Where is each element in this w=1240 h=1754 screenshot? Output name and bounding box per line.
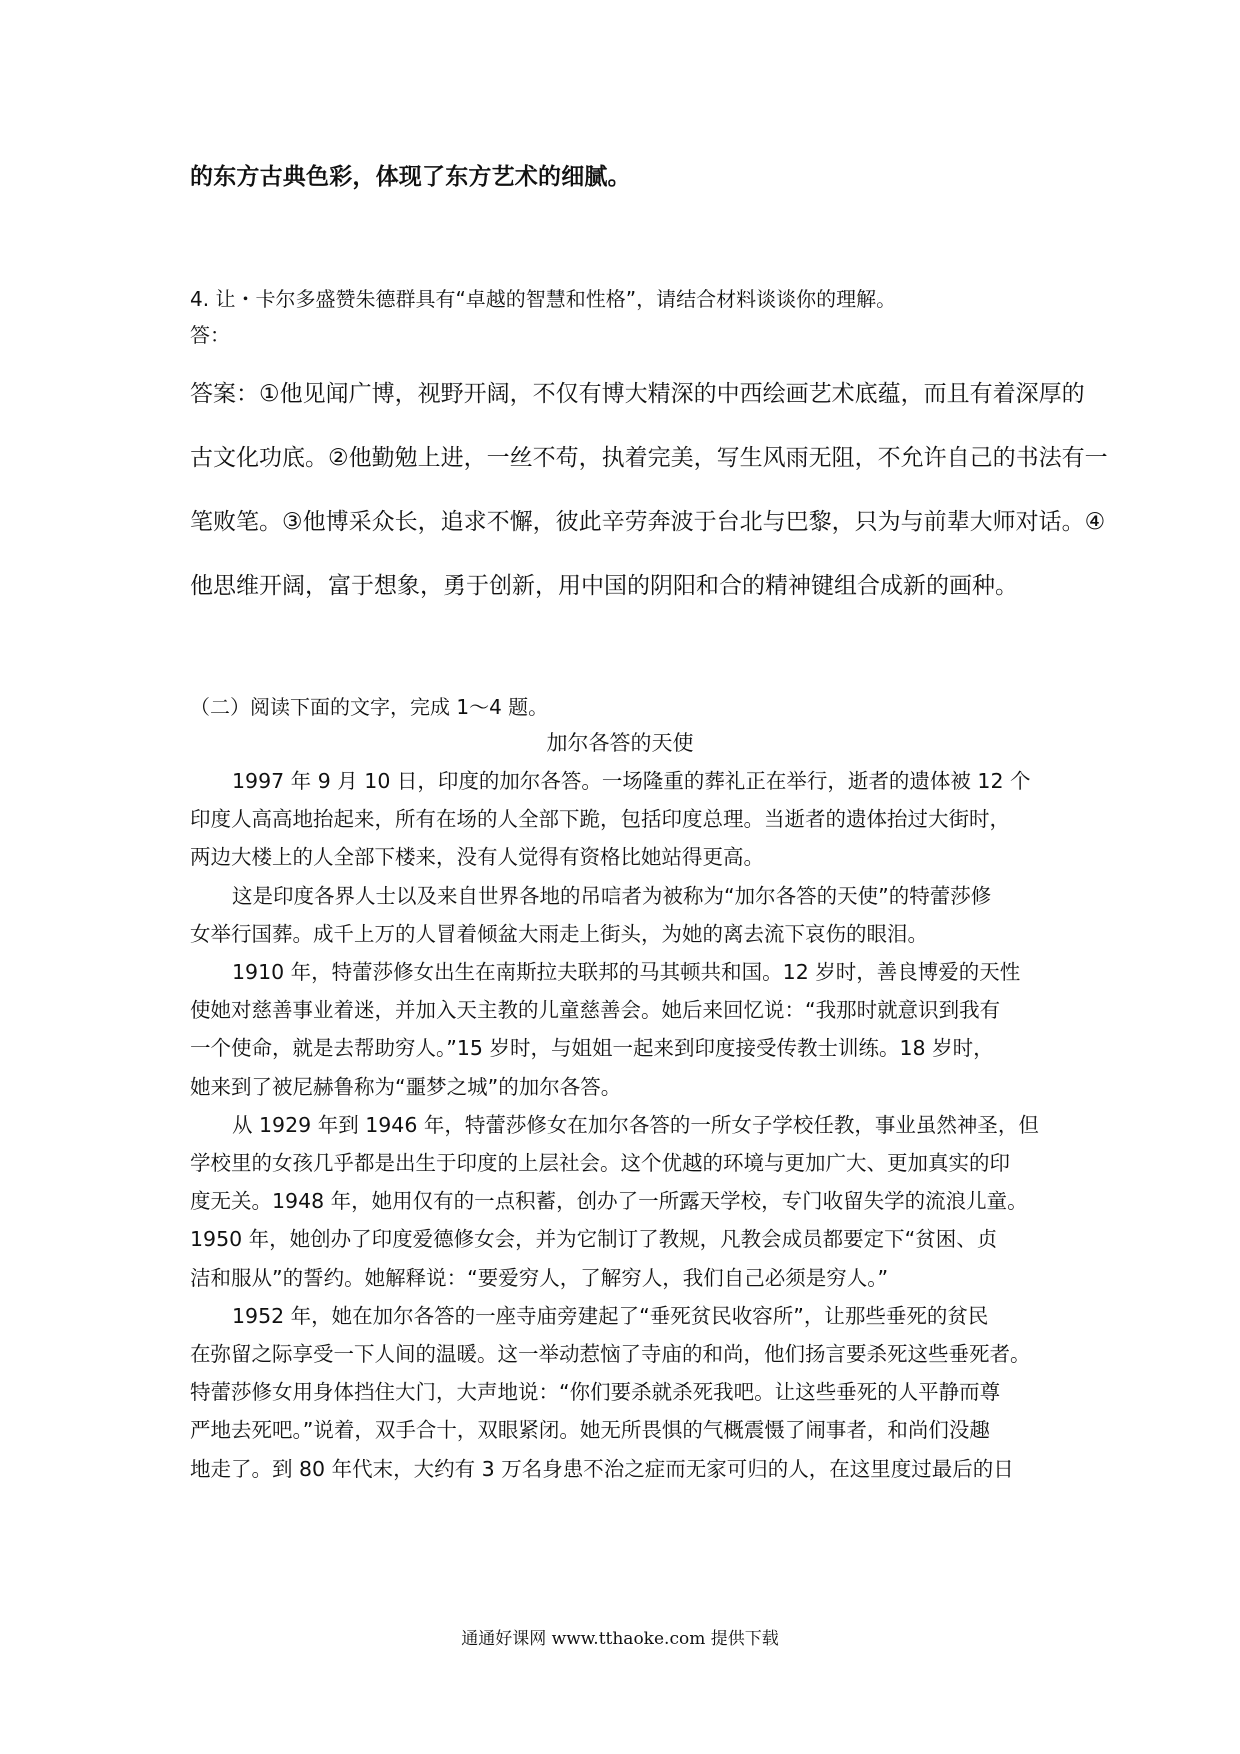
passage-line: 地走了。到 80 年代末，大约有 3 万名身患不治之症而无家可归的人，在这里度过最后的日 xyxy=(190,1456,1014,1481)
passage-line: 学校里的女孩几乎都是出生于印度的上层社会。这个优越的环境与更加广大、更加真实的印 xyxy=(190,1151,1010,1176)
passage-line: 一个使命，就是去帮助穷人。”15 岁时，与姐姐一起来到印度接受传教士训练。18 岁时， xyxy=(190,1036,994,1061)
passage-line: 使她对慈善事业着迷，并加入天主教的儿童慈善会。她后来回忆说：“我那时就意识到我有 xyxy=(190,998,1001,1023)
passage-line: 在弥留之际享受一下人间的温暖。这一举动惹恼了寺庙的和尚，他们扬言要杀死这些垂死者。 xyxy=(190,1342,1031,1367)
passage-line: 她来到了被尼赫鲁称为“噩梦之城”的加尔各答。 xyxy=(190,1074,622,1099)
passage-line: 1997 年 9 月 10 日，印度的加尔各答。一场隆重的葬礼正在举行，逝者的遗体被 12 个 xyxy=(232,769,1031,793)
passage-body xyxy=(190,762,1050,1488)
passage-line: 两边大楼上的人全部下楼来，没有人觉得有资格比她站得更高。 xyxy=(190,845,764,870)
passage-line: 1910 年，特蕾莎修女出生在南斯拉夫联邦的马其顿共和国。12 岁时，善良博爱的天性 xyxy=(232,960,1021,985)
passage-line: 从 1929 年到 1946 年，特蕾莎修女在加尔各答的一所女子学校任教，事业虽然神圣，但 xyxy=(232,1112,1039,1137)
passage-line: 度无关。1948 年，她用仅有的一点积蓄，创办了一所露天学校，专门收留失学的流浪儿童。 xyxy=(190,1189,1028,1214)
passage-line: 洁和服从”的誓约。她解释说：“要爱穷人，了解穷人，我们自己必须是穷人。” xyxy=(190,1265,889,1290)
answer-line: 他思维开阔，富于想象，勇于创新，用中国的阴阳和合的精神键组合成新的画种。 xyxy=(190,573,1018,599)
answer-block xyxy=(190,362,1108,618)
answer-prompt: 答： xyxy=(190,323,230,347)
passage-title: 加尔各答的天使 xyxy=(546,731,694,755)
passage-line: 严地去死吧。”说着，双手合十，双眼紧闭。她无所畏惧的气概震慑了闹事者，和尚们没趣 xyxy=(190,1418,990,1443)
question-4: 4. 让・卡尔多盛赞朱德群具有“卓越的智慧和性格”，请结合材料谈谈你的理解。 xyxy=(190,287,897,311)
passage-line: 印度人高高地抬起来，所有在场的人全部下跪，包括印度总理。当逝者的遗体抬过大街时， xyxy=(190,807,1010,832)
answer-line: 答案：①他见闻广博，视野开阔，不仅有博大精深的中西绘画艺术底蕴，而且有着深厚的 xyxy=(190,381,1085,407)
passage-line: 1952 年，她在加尔各答的一座寺庙旁建起了“垂死贫民收容所”，让那些垂死的贫民 xyxy=(232,1303,989,1328)
continued-text: 的东方古典色彩，体现了东方艺术的细腻。 xyxy=(190,164,631,190)
passage-line: 1950 年，她创办了印度爱德修女会，并为它制订了教规，凡教会成员都要定下“贫困、贞 xyxy=(190,1227,998,1252)
passage-line: 特蕾莎修女用身体挡住大门，大声地说：“你们要杀就杀死我吧。让这些垂死的人平静而尊 xyxy=(190,1380,1001,1405)
passage-line: 女举行国葬。成千上万的人冒着倾盆大雨走上街头，为她的离去流下哀伤的眼泪。 xyxy=(190,921,928,946)
footer-text: 通通好课网 www.tthaoke.com 提供下载 xyxy=(461,1629,779,1649)
answer-line: 笔败笔。③他博采众长，追求不懈，彼此辛劳奔波于台北与巴黎，只为与前辈大师对话。④ xyxy=(190,509,1106,535)
answer-line: 古文化功底。②他勤勉上进，一丝不苟，执着完美，写生风雨无阻，不允许自己的书法有一 xyxy=(190,445,1108,471)
section-instruction: （二）阅读下面的文字，完成 1～4 题。 xyxy=(190,695,549,719)
passage-line: 这是印度各界人士以及来自世界各地的吊唁者为被称为“加尔各答的天使”的特蕾莎修 xyxy=(232,883,992,908)
